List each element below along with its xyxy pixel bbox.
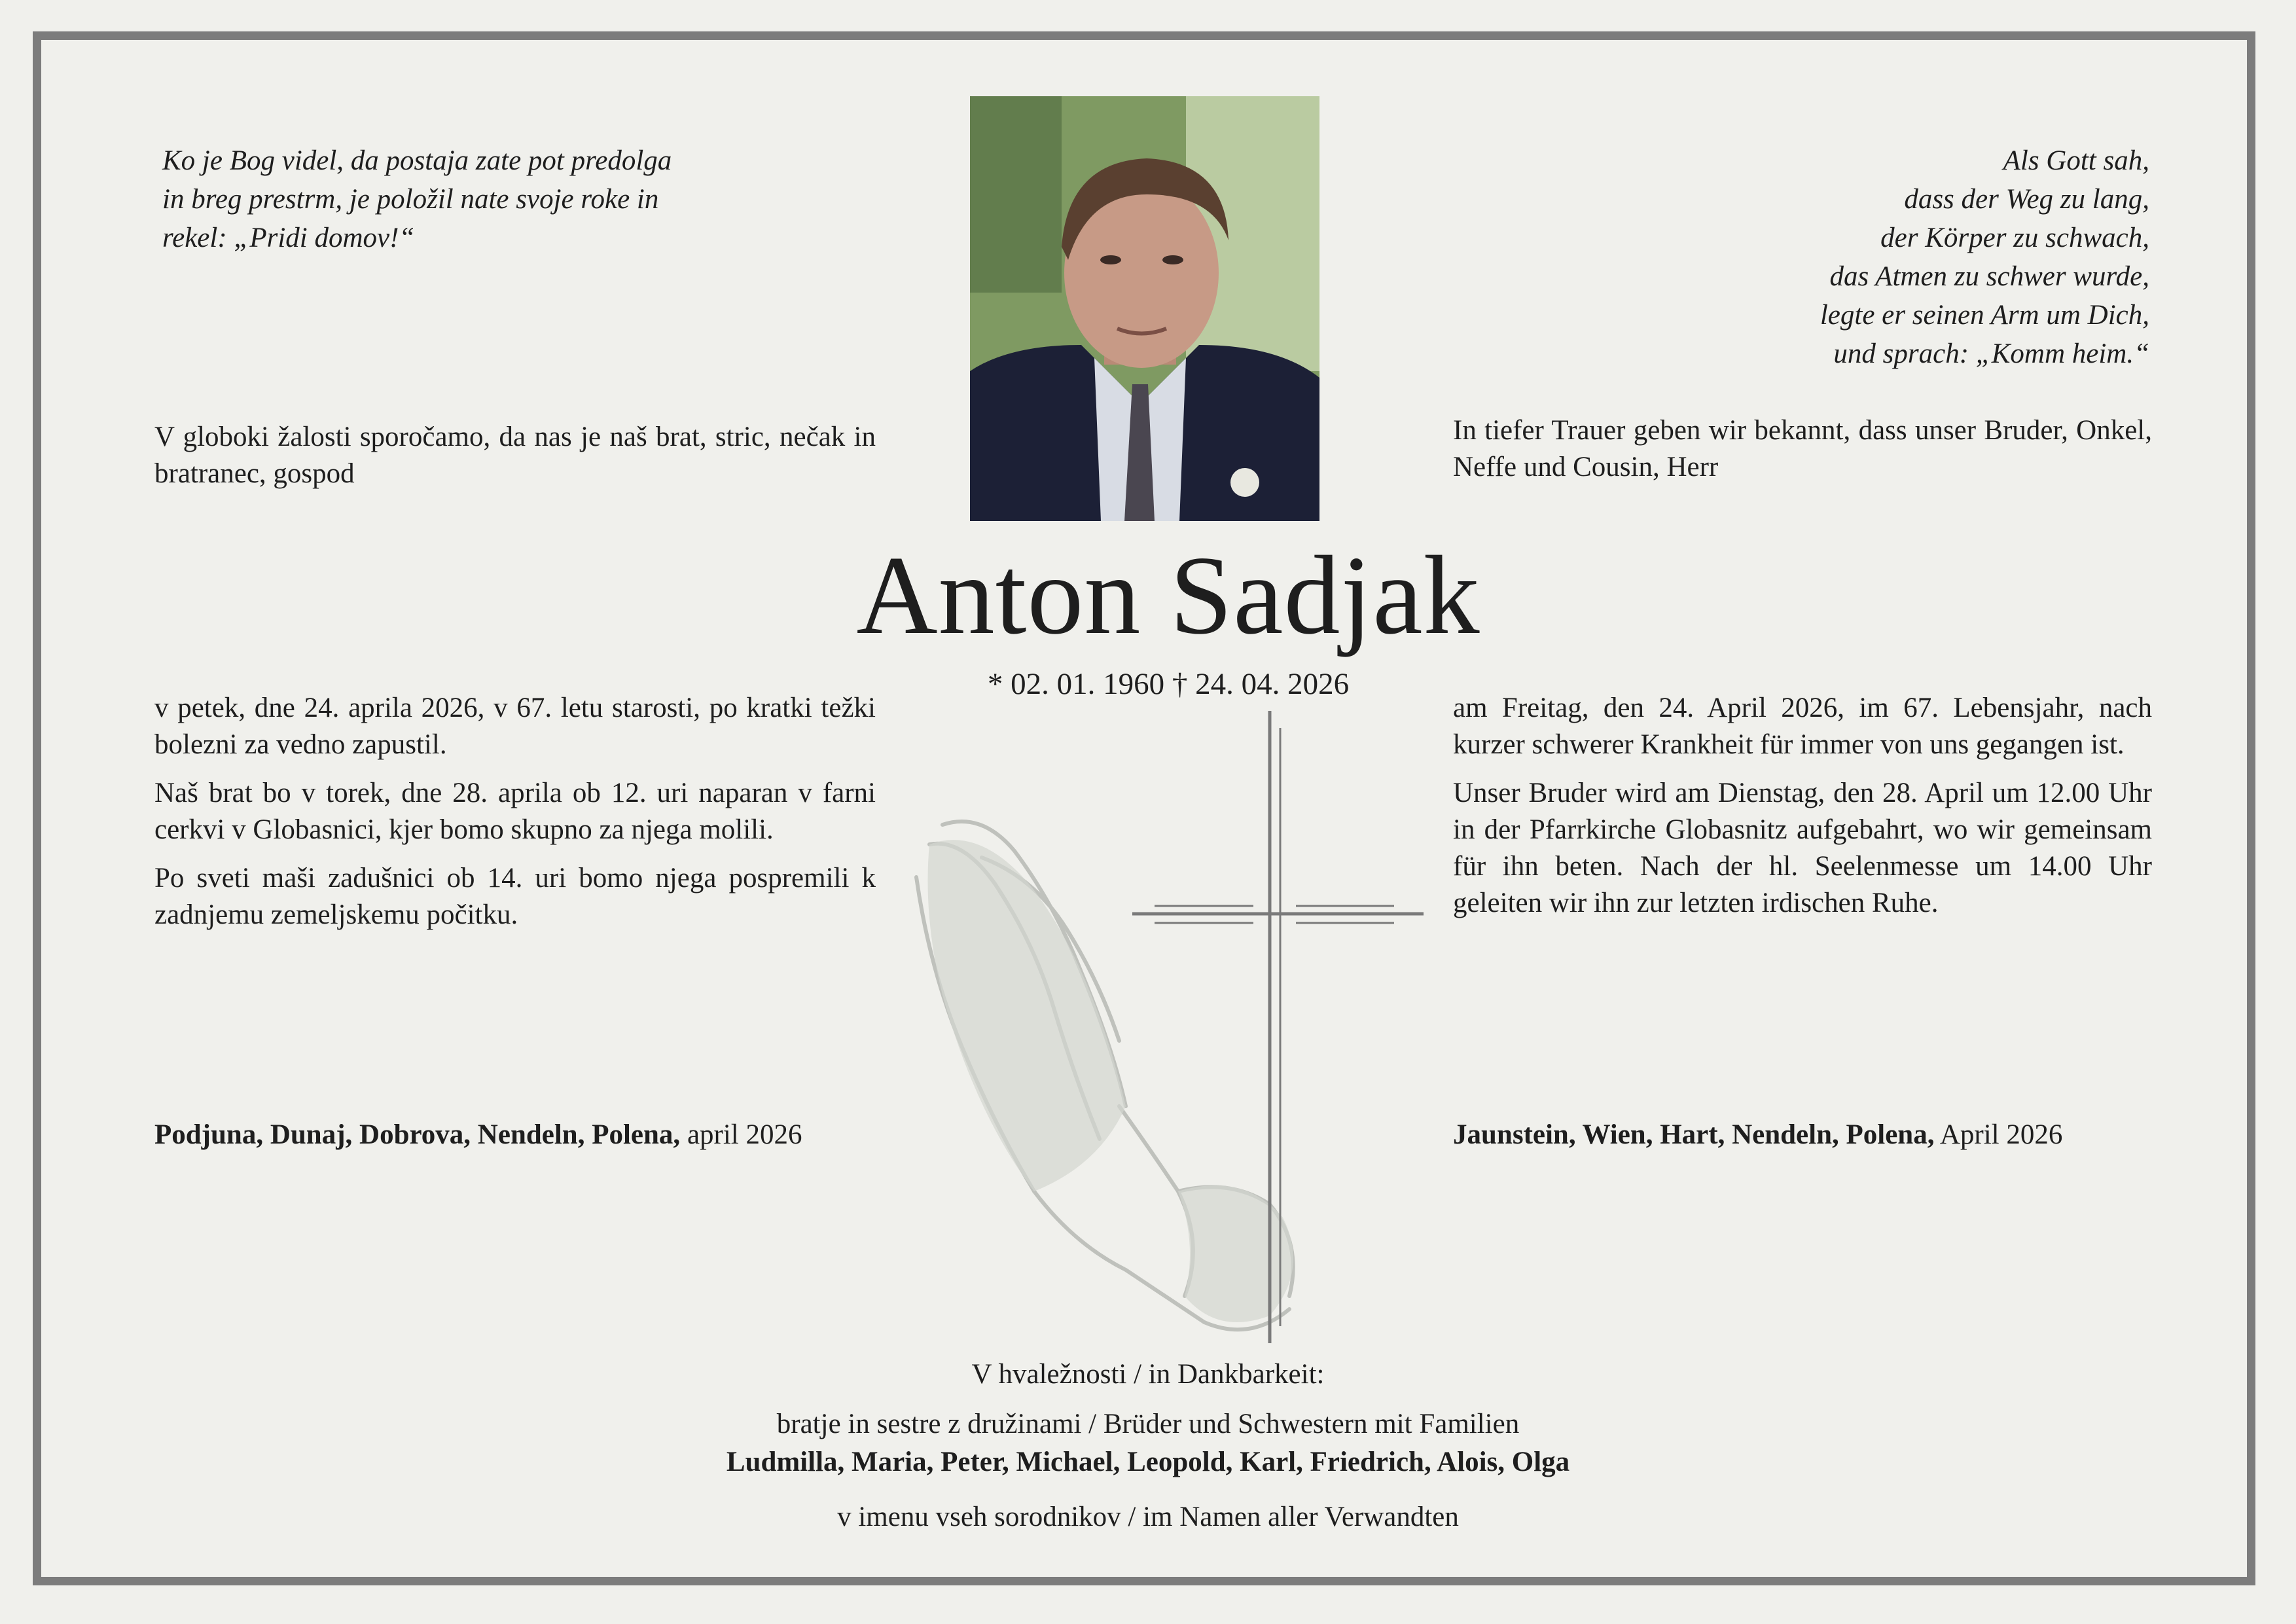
cross-icon [1126,711,1427,1343]
footer-names: Ludmilla, Maria, Peter, Michael, Leopold, Karl, Friedrich, Alois, Olga [726,1447,1570,1477]
quote-german: Als Gott sah, dass der Weg zu lang, der Körper zu schwach, das Atmen zu schwer wurde, legte er seinen Arm um Dich, und sprach: „Komm heim.“ [1820,145,2149,369]
announcement-german [1453,690,2152,933]
paragraph-slovenian-2: Naš brat bo v torek, dne 28. aprila ob 12. uri naparan v farni cerkvi v Globasnici, kjer bomo skupno za njega molili. [154,778,876,845]
paragraph-german-2: Unser Bruder wird am Dienstag, den 28. April um 12.00 Uhr in der Pfarrkirche Globasnitz aufgebahrt, wo wir gemeinsam für ihn beten. Nach der hl. Seelenmesse um 14.00 Uhr geleiten wir ihn zur letzten irdischen Ruhe. [1453,778,2152,918]
announcement-slovenian [154,690,876,945]
paragraph-german-1: am Freitag, den 24. April 2026, im 67. Lebensjahr, nach kurzer schwerer Krankheit für immer von uns gegangen ist. [1453,693,2152,760]
paragraph-slovenian-3: Po sveti maši zadušnici ob 14. uri bomo njega pospremili k zadnjemu zemeljskemu počitku. [154,863,876,930]
intro-slovenian [154,419,876,504]
portrait-illustration [970,96,1319,521]
places-german: Jaunstein, Wien, Hart, Nendeln, Polena, [1453,1119,1935,1150]
place-date-slovenian [154,1117,802,1153]
quote-slovenian: Ko je Bog videl, da postaja zate pot predolga in breg prestrm, je položil nate svoje roke in rekel: „Pridi domov!“ [162,145,672,253]
paragraph-slovenian-1: v petek, dne 24. aprila 2026, v 67. letu starosti, po kratki težki bolezni za vedno zapustil. [154,693,876,760]
footer-relatives: v imenu vseh sorodnikov / im Namen aller Verwandten [837,1502,1459,1532]
places-slovenian: Podjuna, Dunaj, Dobrova, Nendeln, Polena, [154,1119,681,1150]
deceased-name: Anton Sadjak [856,533,1480,658]
intro-german [1453,412,2152,497]
footer-siblings: bratje in sestre z družinami / Brüder und Schwestern mit Familien [776,1409,1520,1439]
date-slovenian: april 2026 [680,1119,802,1150]
portrait-photo [970,96,1319,521]
footer-thanks: V hvaležnosti / in Dankbarkeit: [971,1359,1325,1390]
intro-german-text: In tiefer Trauer geben wir bekannt, dass unser Bruder, Onkel, Neffe und Cousin, Herr [1453,415,2152,482]
life-dates: * 02. 01. 1960 † 24. 04. 2026 [987,667,1350,701]
date-german: April 2026 [1934,1119,2063,1150]
intro-slovenian-text: V globoki žalosti sporočamo, da nas je naš brat, stric, nečak in bratranec, gospod [154,422,876,489]
place-date-german [1453,1117,2062,1153]
